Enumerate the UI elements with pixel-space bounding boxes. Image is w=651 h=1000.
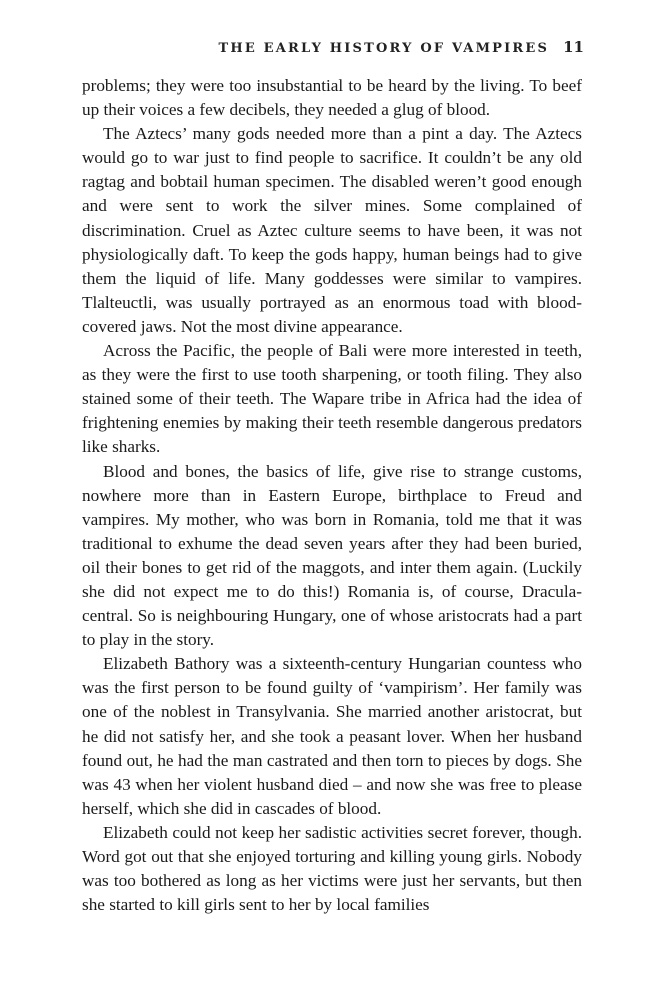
paragraph-aztecs: The Aztecs’ many gods needed more than a pint a day. The Aztecs would go to war just to find people to sacrifice. It couldn’t be any old ragtag and bobtail human specimen. The disabled weren’t good enough and were sent to work the silver mines. Some complained of discrimination. Cruel as Aztec culture seems to have been, it was not physiologically daft. To keep the gods happy, human beings had to give them the liquid of life. Many goddesses were similar to vampires. Tlalteuctli, was usually portrayed as an enormous toad with blood-covered jaws. Not the most divine appearance. <box>82 124 582 336</box>
body-text <box>82 74 582 917</box>
paragraph-bali: Across the Pacific, the people of Bali were more interested in teeth, as they were the first to use tooth sharpening, or tooth filing. They also stained some of their teeth. The Wapare tribe in Africa had the idea of frightening enemies by making their teeth resemble dangerous predators like sharks. <box>82 341 582 457</box>
paragraph-bathory: Elizabeth Bathory was a sixteenth-century Hungarian countess who was the first person to be found guilty of ‘vampirism’. Her family was one of the noblest in Transylvania. She married another aristocrat, but he did not satisfy her, and she took a peasant lover. When her husband found out, he had the man castrated and then torn to pieces by dogs. She was 43 when her violent husband died – and now she was free to please herself, which she did in cascades of blood. <box>82 654 582 818</box>
paragraph-continued: problems; they were too insubstantial to be heard by the living. To beef up their voices a few decibels, they needed a glug of blood. <box>82 76 582 120</box>
running-head-title: THE EARLY HISTORY OF VAMPIRES <box>218 41 550 56</box>
paragraph-bathory-secret: Elizabeth could not keep her sadistic activities secret forever, though. Word got out that she enjoyed torturing and killing young girls. Nobody was too bothered as long as her victims were just her servants, but then she started to kill girls sent to her by local families <box>82 822 582 915</box>
running-head <box>218 38 584 56</box>
paragraph-eastern-europe: Blood and bones, the basics of life, give rise to strange customs, nowhere more than in Eastern Europe, birthplace to Freud and vampires. My mother, who was born in Romania, told me that it was traditional to exhume the dead seven years after they had been buried, oil their bones to get rid of the maggots, and inter them again. (Luckily she did not expect me to do this!) Romania is, of course, Dracula-central. So is neighbouring Hungary, one of whose aristocrats had a part to play in the story. <box>82 461 582 650</box>
page-number: 11 <box>563 38 584 56</box>
